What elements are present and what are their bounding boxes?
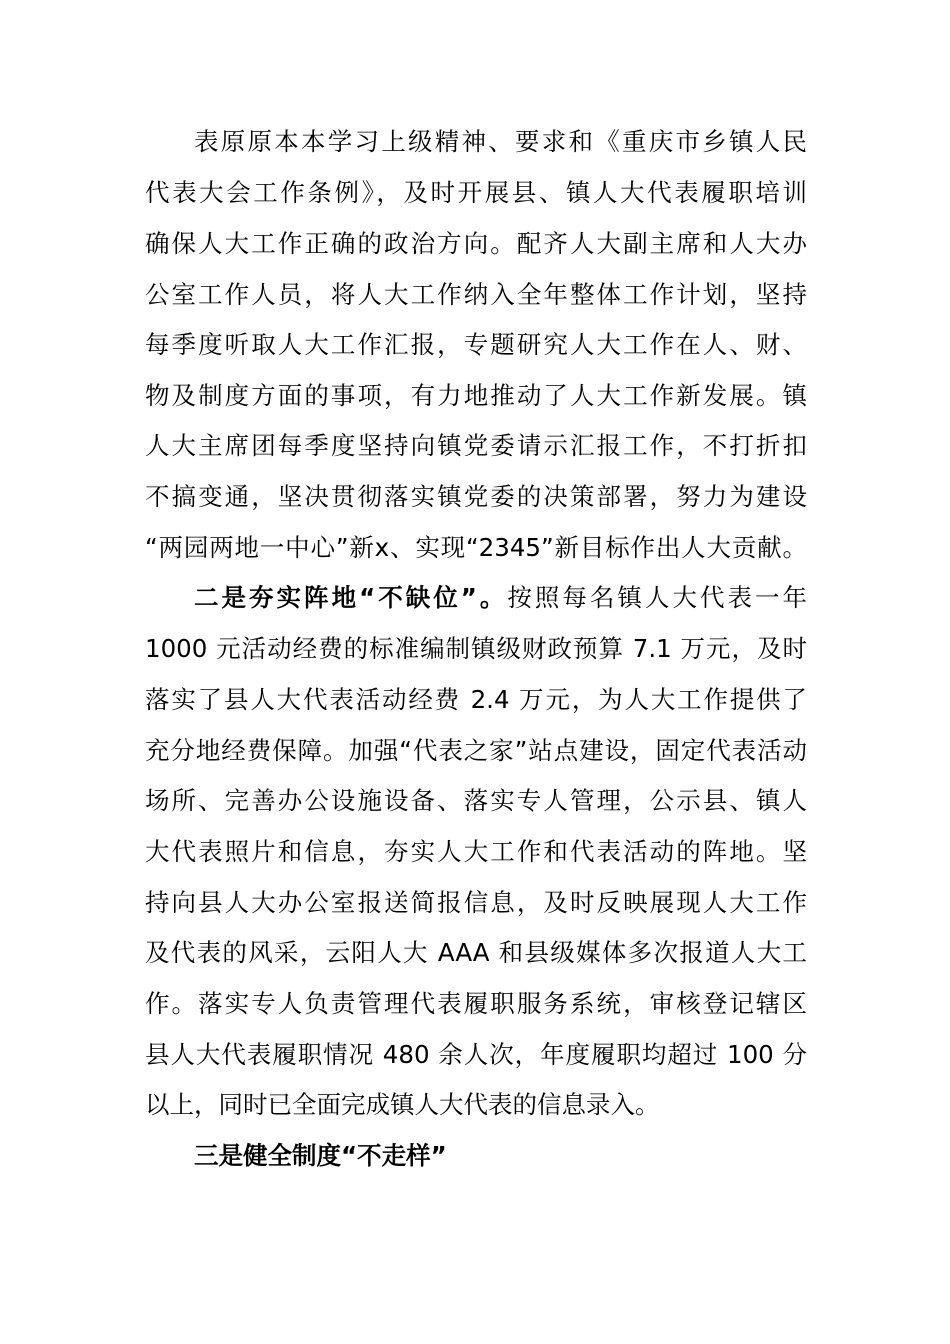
paragraph-line: 物及制度方面的事项，有力地推动了人大工作新发展。镇 [145, 381, 807, 410]
paragraph-line: 确保人大工作正确的政治方向。配齐人大副主席和人大办 [145, 229, 807, 258]
paragraph-line: 落实了县人大代表活动经费 2.4 万元，为人大工作提供了 [145, 685, 807, 714]
paragraph-line: 及代表的风采，云阳人大 AAA 和县级媒体多次报道人大工 [145, 938, 807, 967]
paragraph-line: 大代表照片和信息，夯实人大工作和代表活动的阵地。坚 [145, 837, 807, 866]
section-3-heading: 三是健全制度“不走样” [194, 1141, 447, 1170]
paragraph-line: 不搞变通，坚决贯彻落实镇党委的决策部署，努力为建设 [145, 482, 807, 511]
paragraph-line: 作。落实专人负责管理代表履职服务系统，审核登记辖区 [145, 989, 807, 1018]
section-2-first-line [194, 583, 807, 613]
paragraph-line: 以上，同时已全面完成镇人大代表的信息录入。 [145, 1090, 660, 1119]
paragraph-line: 1000 元活动经费的标准编制镇级财政预算 7.1 万元，及时 [145, 634, 807, 663]
paragraph-line: 每季度听取人大工作汇报，专题研究人大工作在人、财、 [145, 330, 807, 359]
paragraph-line: 代表大会工作条例》，及时开展县、镇人大代表履职培训 [145, 178, 807, 207]
paragraph-line: 持向县人大办公室报送简报信息，及时反映展现人大工作 [145, 888, 807, 917]
paragraph-line: “两园两地一中心”新x、实现“2345”新目标作出人大贡献。 [145, 533, 807, 562]
paragraph-line: 人大主席团每季度坚持向镇党委请示汇报工作，不打折扣 [145, 431, 807, 460]
paragraph-line: 县人大代表履职情况 480 余人次，年度履职均超过 100 分 [145, 1040, 807, 1069]
paragraph-line: 场所、完善办公设施设备、落实专人管理，公示县、镇人 [145, 786, 807, 815]
paragraph-line: 公室工作人员，将人大工作纳入全年整体工作计划，坚持 [145, 280, 807, 309]
section-2-first-line-rest: 按照每名镇人大代表一年 [507, 583, 808, 612]
paragraph-line: 表原原本本学习上级精神、要求和《重庆市乡镇人民 [194, 127, 807, 156]
paragraph-line: 充分地经费保障。加强“代表之家”站点建设，固定代表活动 [145, 736, 807, 765]
section-2-heading: 二是夯实阵地“不缺位”。 [194, 583, 508, 612]
